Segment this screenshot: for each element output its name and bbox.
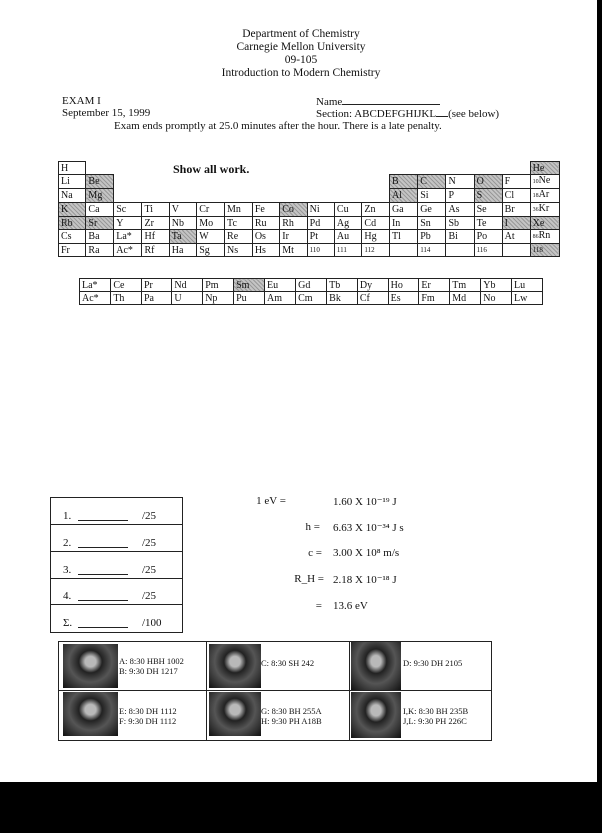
element-cell: Ns	[225, 244, 253, 257]
element-cell: Po	[474, 230, 502, 244]
scan-bottom-bar	[0, 782, 602, 833]
element-cell: 116	[474, 244, 502, 257]
rydberg-constant-rhs: 2.18 X 10⁻¹⁸ J	[333, 574, 397, 586]
element-cell: Ba	[86, 230, 114, 244]
element-cell: Ca	[86, 203, 114, 217]
element-cell: Pt	[307, 230, 334, 244]
element-cell: N	[446, 175, 474, 189]
element-cell: Li	[59, 175, 86, 189]
element-cell: O	[474, 175, 502, 189]
name-label: Name	[316, 96, 343, 108]
element-cell: Re	[225, 230, 253, 244]
lanthanide-cell: Gd	[296, 279, 327, 292]
actinide-cell: Cm	[296, 292, 327, 305]
planck-constant-lhs: h =	[305, 521, 320, 533]
element-cell: 110	[307, 244, 334, 257]
element-cell: La*	[114, 230, 142, 244]
element-cell: C	[418, 175, 446, 189]
element-cell: Ha	[169, 244, 197, 257]
actinide-cell: Ac*	[80, 292, 111, 305]
score-row	[51, 578, 182, 605]
element-cell: Pb	[418, 230, 446, 244]
element-cell: Ti	[142, 203, 169, 217]
question-number: 3.	[63, 563, 72, 576]
rydberg-ev-lhs: =	[315, 600, 322, 612]
element-cell: Tc	[225, 217, 253, 230]
rydberg-constant-lhs: R_H =	[294, 573, 324, 585]
element-cell: Sg	[197, 244, 225, 257]
score-row	[51, 525, 182, 552]
empty-cell	[334, 189, 362, 203]
element-cell: Si	[418, 189, 446, 203]
element-cell: V	[169, 203, 197, 217]
element-cell: Os	[252, 230, 279, 244]
element-cell: Te	[474, 217, 502, 230]
question-number: 1.	[63, 510, 72, 522]
score-row	[51, 552, 182, 579]
element-cell: 36Kr	[530, 203, 559, 217]
instructor-photo	[351, 692, 401, 738]
empty-cell	[446, 162, 474, 175]
empty-cell	[362, 162, 390, 175]
section-d-line1: D: 9:30 DH 2105	[403, 658, 463, 668]
empty-cell	[114, 189, 142, 203]
empty-cell	[362, 189, 390, 203]
element-cell: 118	[530, 244, 559, 257]
actinide-cell: Lw	[512, 292, 543, 305]
element-cell: Ra	[86, 244, 114, 257]
element-cell: Br	[502, 203, 530, 217]
exam-date: September 15, 1999	[62, 107, 151, 119]
speed-of-light-lhs: c =	[308, 547, 322, 559]
element-cell: He	[530, 162, 559, 175]
actinide-cell: U	[172, 292, 203, 305]
element-cell-blank	[446, 244, 474, 257]
actinide-cell: Am	[265, 292, 296, 305]
empty-cell	[280, 189, 307, 203]
element-cell: W	[197, 230, 225, 244]
element-cell: Zn	[362, 203, 390, 217]
element-cell: H	[59, 162, 86, 175]
element-cell: F	[502, 175, 530, 189]
max-points: /25	[142, 563, 157, 576]
empty-cell	[142, 175, 169, 189]
section-c-line1: C: 8:30 SH 242	[261, 658, 315, 668]
empty-cell	[114, 162, 142, 175]
empty-cell	[307, 175, 334, 189]
lanthanide-cell: Tb	[327, 279, 358, 292]
element-cell: Ac*	[114, 244, 142, 257]
empty-cell	[334, 162, 362, 175]
instructor-photo	[63, 644, 118, 688]
element-cell: Sn	[418, 217, 446, 230]
element-cell: B	[389, 175, 417, 189]
empty-cell	[142, 189, 169, 203]
element-cell: Co	[280, 203, 307, 217]
element-cell: Cl	[502, 189, 530, 203]
instructor-photo	[209, 692, 261, 736]
max-points: /100	[142, 617, 162, 630]
element-cell: Al	[389, 189, 417, 203]
element-cell: I	[502, 217, 530, 230]
element-cell: Hs	[252, 244, 279, 257]
section-ef-line1: E: 8:30 DH 1112	[119, 706, 177, 716]
actinide-cell: Np	[203, 292, 234, 305]
actinide-cell: Bk	[327, 292, 358, 305]
lanthanide-cell: Ho	[388, 279, 419, 292]
exam-title: EXAM I	[62, 95, 101, 107]
ev-constant-lhs: 1 eV =	[256, 495, 286, 507]
element-cell: Au	[334, 230, 362, 244]
empty-cell	[389, 162, 417, 175]
element-cell: Cd	[362, 217, 390, 230]
element-cell: Ir	[280, 230, 307, 244]
element-cell: 114	[418, 244, 446, 257]
instructor-photo	[209, 644, 261, 688]
actinide-cell: Th	[111, 292, 142, 305]
max-points: /25	[142, 536, 157, 549]
question-number: 4.	[63, 590, 72, 603]
element-cell: Mg	[86, 189, 114, 203]
empty-cell	[307, 162, 334, 175]
element-cell: Hg	[362, 230, 390, 244]
empty-cell	[280, 162, 307, 175]
element-cell: Ge	[418, 203, 446, 217]
rydberg-ev-rhs: 13.6 eV	[333, 600, 368, 612]
section-note: (see below)	[448, 108, 500, 120]
score-row	[51, 498, 182, 525]
empty-cell	[142, 162, 169, 175]
section-field[interactable]	[316, 107, 499, 120]
empty-cell	[197, 189, 225, 203]
element-cell: Cr	[197, 203, 225, 217]
element-cell-blank	[389, 244, 417, 257]
score-box	[50, 497, 183, 633]
element-cell: Fr	[59, 244, 86, 257]
element-cell: Pd	[307, 217, 334, 230]
lanthanide-cell: Ce	[111, 279, 142, 292]
lanthanide-cell: Pr	[141, 279, 171, 292]
element-cell: Se	[474, 203, 502, 217]
element-cell: Bi	[446, 230, 474, 244]
empty-cell	[114, 175, 142, 189]
element-cell: 111	[334, 244, 362, 257]
section-gh-line1: G: 8:30 BH 255A	[261, 706, 322, 716]
element-cell: Hf	[142, 230, 169, 244]
ev-constant-rhs: 1.60 X 10⁻¹⁹ J	[333, 496, 397, 508]
empty-cell	[474, 162, 502, 175]
empty-cell	[86, 162, 114, 175]
question-number: 2.	[63, 536, 72, 549]
element-cell: Nb	[169, 217, 197, 230]
score-blank[interactable]	[78, 627, 128, 628]
section-ijkl-line1: I,K: 8:30 BH 235B	[403, 706, 469, 716]
element-cell: Mt	[280, 244, 307, 257]
speed-of-light-rhs: 3.00 X 10⁸ m/s	[333, 547, 400, 559]
element-cell: 18Ar	[530, 189, 559, 203]
element-cell: Sr	[86, 217, 114, 230]
empty-cell	[169, 189, 197, 203]
score-blank[interactable]	[78, 520, 128, 521]
instructor-photo	[351, 642, 401, 690]
lanthanide-cell: Lu	[512, 279, 543, 292]
department-heading: Department of Chemistry	[242, 28, 360, 40]
section-ab-line2: B: 9:30 DH 1217	[119, 666, 178, 676]
section-ab-line1: A: 8:30 HBH 1002	[119, 656, 184, 666]
score-blank[interactable]	[78, 547, 128, 548]
element-cell: Zr	[142, 217, 169, 230]
section-gh-line2: H: 9:30 PH A18B	[261, 716, 322, 726]
empty-cell	[280, 175, 307, 189]
element-cell-blank	[502, 244, 530, 257]
actinide-cell: Pa	[141, 292, 171, 305]
element-cell: P	[446, 189, 474, 203]
empty-cell	[362, 175, 390, 189]
scan-edge	[597, 0, 602, 782]
time-note: Exam ends promptly at 25.0 minutes after the hour. There is a late penalty.	[114, 120, 442, 132]
periodic-table	[58, 161, 560, 257]
element-cell: Rb	[59, 217, 86, 230]
element-cell: Be	[86, 175, 114, 189]
question-number: Σ.	[63, 617, 73, 630]
f-block-table	[79, 278, 543, 305]
section-ijkl-line2: J,L: 9:30 PH 226C	[403, 716, 467, 726]
empty-cell	[502, 162, 530, 175]
lanthanide-cell: Dy	[357, 279, 388, 292]
element-cell: Mo	[197, 217, 225, 230]
element-cell: Ag	[334, 217, 362, 230]
actinide-cell: Es	[388, 292, 419, 305]
course-number: 09-105	[284, 54, 318, 66]
lanthanide-cell: Pm	[203, 279, 234, 292]
element-cell: 112	[362, 244, 390, 257]
element-cell: Fe	[252, 203, 279, 217]
actinide-cell: Cf	[357, 292, 388, 305]
score-row	[51, 605, 182, 631]
name-blank[interactable]	[342, 95, 440, 105]
instructor-photo	[63, 692, 118, 736]
lanthanide-cell: Er	[419, 279, 450, 292]
lanthanide-cell: Sm	[234, 279, 265, 292]
lanthanide-cell: Yb	[481, 279, 512, 292]
element-cell: K	[59, 203, 86, 217]
planck-constant-rhs: 6.63 X 10⁻³⁴ J s	[333, 522, 404, 534]
actinide-cell: Fm	[419, 292, 450, 305]
max-points: /25	[142, 510, 157, 522]
show-work-instruction: Show all work.	[173, 162, 250, 176]
element-cell: S	[474, 189, 502, 203]
element-cell: Y	[114, 217, 142, 230]
element-cell: Tl	[389, 230, 417, 244]
element-cell: 10Ne	[530, 175, 559, 189]
element-cell: At	[502, 230, 530, 244]
element-cell: Sc	[114, 203, 142, 217]
element-cell: 86Rn	[530, 230, 559, 244]
empty-cell	[252, 189, 279, 203]
section-blank[interactable]	[436, 107, 448, 117]
actinide-cell: Pu	[234, 292, 265, 305]
lanthanide-cell: Tm	[450, 279, 481, 292]
element-cell: Ru	[252, 217, 279, 230]
element-cell: Mn	[225, 203, 253, 217]
element-cell: Rf	[142, 244, 169, 257]
lanthanide-cell: Eu	[265, 279, 296, 292]
element-cell: Ga	[389, 203, 417, 217]
element-cell: Rh	[280, 217, 307, 230]
element-cell: Xe	[530, 217, 559, 230]
element-cell: In	[389, 217, 417, 230]
empty-cell	[252, 162, 279, 175]
section-ef-line2: F: 9:30 DH 1112	[119, 716, 177, 726]
section-roster	[58, 641, 492, 741]
course-title: Introduction to Modern Chemistry	[221, 67, 381, 79]
empty-cell	[225, 189, 253, 203]
element-cell: Ni	[307, 203, 334, 217]
section-label: Section: ABCDEFGHIJKL	[316, 108, 437, 120]
max-points: /25	[142, 590, 157, 603]
element-cell: As	[446, 203, 474, 217]
actinide-cell: No	[481, 292, 512, 305]
element-cell: Ta	[169, 230, 197, 244]
score-blank[interactable]	[78, 574, 128, 575]
empty-cell	[252, 175, 279, 189]
element-cell: Cu	[334, 203, 362, 217]
actinide-cell: Md	[450, 292, 481, 305]
lanthanide-cell: La*	[80, 279, 111, 292]
element-cell: Sb	[446, 217, 474, 230]
empty-cell	[418, 162, 446, 175]
university-heading: Carnegie Mellon University	[236, 41, 366, 53]
element-cell: Na	[59, 189, 86, 203]
empty-cell	[307, 189, 334, 203]
score-blank[interactable]	[78, 600, 128, 601]
lanthanide-cell: Nd	[172, 279, 203, 292]
element-cell: Cs	[59, 230, 86, 244]
empty-cell	[334, 175, 362, 189]
